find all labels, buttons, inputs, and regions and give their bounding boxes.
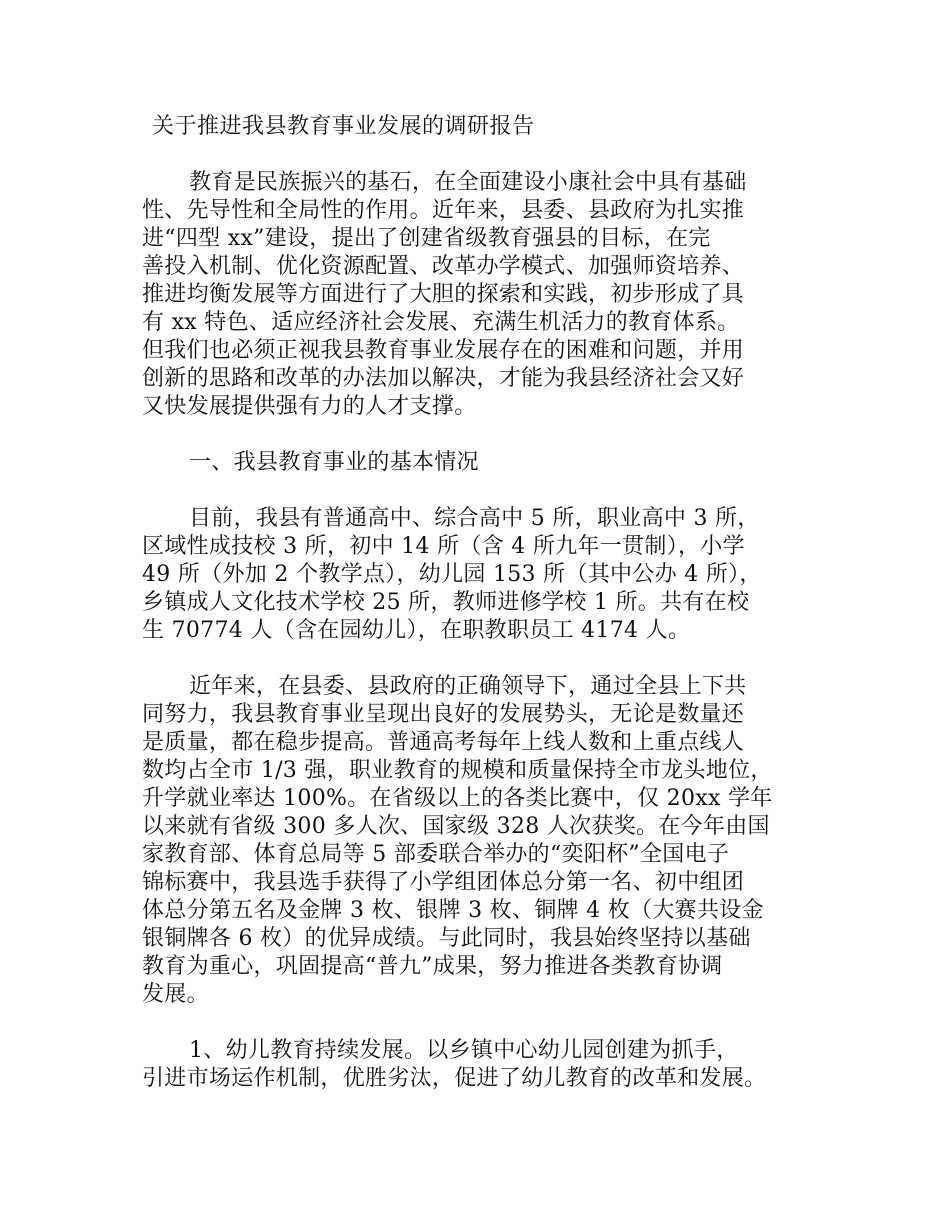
paragraph-achievements — [142, 673, 832, 1009]
section-heading — [142, 449, 832, 477]
text-line: 引进市场运作机制，优胜劣汰，促进了幼儿教育的改革和发展。 — [142, 1066, 767, 1091]
text-line: 乡镇成人文化技术学校 25 所，教师进修学校 1 所。共有在校 — [142, 590, 750, 615]
paragraph-preschool — [142, 1037, 832, 1093]
text-line: 锦标赛中，我县选手获得了小学组团体总分第一名、初中组团 — [142, 870, 745, 895]
text-line: 一、我县教育事业的基本情况 — [189, 450, 479, 475]
text-line: 是质量，都在稳步提高。普通高考每年上线人数和上重点线人 — [142, 730, 745, 755]
text-line: 49 所（外加 2 个教学点），幼儿园 153 所（其中公办 4 所）， — [142, 562, 762, 587]
paragraph-schools — [142, 505, 832, 645]
paragraph-spacer — [142, 645, 832, 673]
paragraph-spacer — [142, 1009, 832, 1037]
text-line: 善投入机制、优化资源配置、改革办学模式、加强师资培养、 — [142, 254, 745, 279]
text-line: 体总分第五名及金牌 3 枚、银牌 3 枚、铜牌 4 枚（大赛共设金 — [142, 898, 764, 923]
text-line: 升学就业率达 100%。在省级以上的各类比赛中，仅 20xx 学年 — [142, 786, 773, 811]
text-line: 家教育部、体育总局等 5 部委联合举办的“奕阳杯”全国电子 — [142, 842, 730, 867]
text-line: 又快发展提供强有力的人才支撑。 — [142, 394, 477, 419]
text-line: 数均占全市 1/3 强，职业教育的规模和质量保持全市龙头地位， — [142, 758, 773, 783]
text-line: 创新的思路和改革的办法加以解决，才能为我县经济社会又好 — [142, 366, 745, 391]
text-line: 推进均衡发展等方面进行了大胆的探索和实践，初步形成了具 — [142, 282, 745, 307]
text-line: 但我们也必须正视我县教育事业发展存在的困难和问题，并用 — [142, 338, 745, 363]
document-body — [142, 113, 832, 1093]
text-line: 性、先导性和全局性的作用。近年来，县委、县政府为扎实推 — [142, 198, 745, 223]
text-line: 教育为重心，巩固提高“普九”成果，努力推进各类教育协调 — [142, 954, 723, 979]
text-line: 同努力，我县教育事业呈现出良好的发展势头，无论是数量还 — [142, 702, 745, 727]
text-line: 有 xx 特色、适应经济社会发展、充满生机活力的教育体系。 — [142, 310, 740, 335]
paragraph-intro — [142, 169, 832, 421]
text-line: 银铜牌各 6 枚）的优异成绩。与此同时，我县始终坚持以基础 — [142, 926, 751, 951]
text-line: 生 70774 人（含在园幼儿），在职教职员工 4174 人。 — [142, 618, 691, 643]
paragraph-spacer — [142, 477, 832, 505]
text-line: 区域性成技校 3 所，初中 14 所（含 4 所九年一贯制），小学 — [142, 534, 745, 559]
paragraph-spacer — [142, 141, 832, 169]
text-line: 目前，我县有普通高中、综合高中 5 所，职业高中 3 所， — [189, 506, 760, 531]
text-line: 教育是民族振兴的基石，在全面建设小康社会中具有基础 — [189, 170, 747, 195]
paragraph-spacer — [142, 421, 832, 449]
text-line: 进“四型 xx”建设，提出了创建省级教育强县的目标，在完 — [142, 226, 711, 251]
text-line: 近年来，在县委、县政府的正确领导下，通过全县上下共 — [189, 674, 747, 699]
text-line: 以来就有省级 300 多人次、国家级 328 人次获奖。在今年由国 — [142, 814, 770, 839]
document-title: 关于推进我县教育事业发展的调研报告 — [152, 114, 535, 139]
text-line: 1、幼儿教育持续发展。以乡镇中心幼儿园创建为抓手， — [189, 1038, 739, 1063]
text-line: 发展。 — [142, 982, 209, 1007]
